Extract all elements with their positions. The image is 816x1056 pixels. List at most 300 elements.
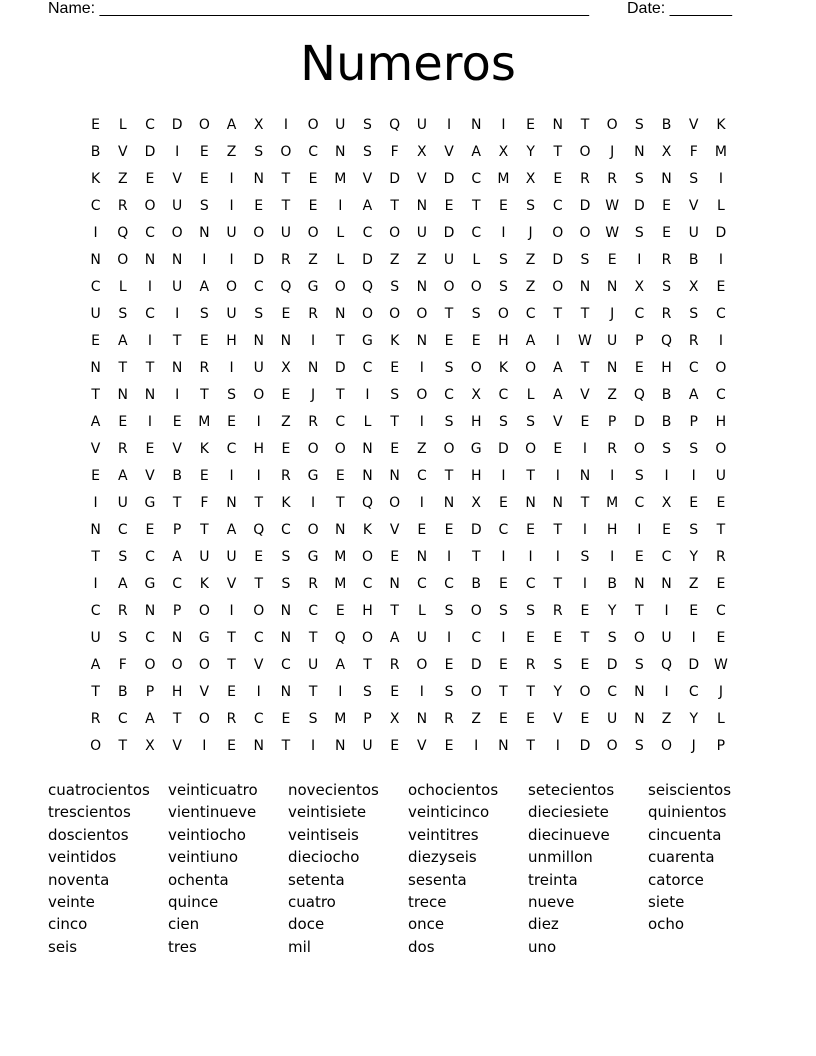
grid-letter[interactable]: L bbox=[363, 414, 372, 430]
grid-letter[interactable]: D bbox=[389, 171, 401, 187]
grid-letter[interactable]: G bbox=[144, 495, 156, 511]
grid-letter[interactable]: O bbox=[470, 603, 482, 619]
grid-letter[interactable]: T bbox=[444, 468, 454, 484]
grid-letter[interactable]: R bbox=[661, 252, 672, 268]
grid-letter[interactable]: N bbox=[634, 576, 645, 592]
grid-letter[interactable]: I bbox=[311, 738, 316, 754]
grid-letter[interactable]: O bbox=[470, 279, 482, 295]
grid-letter[interactable]: C bbox=[634, 306, 645, 322]
grid-letter[interactable]: T bbox=[172, 711, 182, 727]
grid-letter[interactable]: E bbox=[498, 711, 508, 727]
grid-letter[interactable]: I bbox=[664, 684, 669, 700]
grid-letter[interactable]: E bbox=[634, 549, 644, 565]
grid-letter[interactable]: N bbox=[171, 360, 183, 376]
grid-letter[interactable]: N bbox=[443, 495, 455, 511]
grid-letter[interactable]: P bbox=[716, 738, 726, 754]
grid-letter[interactable]: J bbox=[718, 684, 723, 700]
grid-letter[interactable]: C bbox=[90, 603, 101, 619]
grid-letter[interactable]: N bbox=[90, 522, 101, 538]
grid-letter[interactable]: D bbox=[144, 144, 156, 160]
grid-letter[interactable]: U bbox=[90, 630, 101, 646]
grid-letter[interactable]: O bbox=[90, 738, 102, 754]
grid-letter[interactable]: A bbox=[117, 333, 128, 349]
grid-letter[interactable]: T bbox=[363, 657, 372, 673]
grid-letter[interactable]: F bbox=[689, 144, 698, 160]
grid-letter[interactable]: S bbox=[199, 198, 209, 214]
grid-letter[interactable]: T bbox=[499, 684, 508, 700]
grid-letter[interactable]: O bbox=[198, 603, 210, 619]
grid-letter[interactable]: T bbox=[308, 684, 318, 700]
grid-letter[interactable]: D bbox=[334, 360, 346, 376]
grid-letter[interactable]: O bbox=[198, 117, 210, 133]
grid-letter[interactable]: I bbox=[446, 549, 452, 565]
grid-letter[interactable]: Q bbox=[280, 279, 292, 295]
grid-letter[interactable]: N bbox=[525, 495, 536, 511]
grid-letter[interactable]: L bbox=[417, 603, 426, 619]
grid-letter[interactable]: L bbox=[118, 117, 127, 133]
grid-letter[interactable]: H bbox=[362, 603, 373, 619]
grid-letter[interactable]: A bbox=[335, 657, 346, 673]
grid-letter[interactable]: A bbox=[525, 333, 536, 349]
grid-letter[interactable]: O bbox=[552, 225, 564, 241]
grid-letter[interactable]: C bbox=[145, 225, 155, 241]
grid-letter[interactable]: O bbox=[661, 738, 673, 754]
grid-letter[interactable]: E bbox=[227, 414, 236, 430]
grid-letter[interactable]: S bbox=[634, 225, 644, 241]
grid-letter[interactable]: V bbox=[688, 198, 699, 214]
grid-letter[interactable]: X bbox=[688, 279, 699, 295]
grid-letter[interactable]: N bbox=[389, 576, 400, 592]
grid-letter[interactable]: E bbox=[716, 495, 726, 511]
grid-letter[interactable]: I bbox=[664, 603, 669, 619]
grid-letter[interactable]: E bbox=[526, 711, 536, 727]
grid-letter[interactable]: R bbox=[281, 468, 291, 484]
grid-letter[interactable]: I bbox=[256, 468, 261, 484]
grid-letter[interactable]: O bbox=[117, 252, 129, 268]
grid-letter[interactable]: T bbox=[91, 387, 100, 403]
grid-letter[interactable]: N bbox=[253, 171, 264, 187]
grid-letter[interactable]: V bbox=[172, 441, 182, 457]
grid-letter[interactable]: R bbox=[552, 603, 563, 619]
grid-letter[interactable]: N bbox=[362, 468, 373, 484]
grid-letter[interactable]: E bbox=[199, 171, 209, 187]
grid-letter[interactable]: T bbox=[281, 198, 291, 214]
grid-letter[interactable]: I bbox=[718, 333, 723, 349]
grid-letter[interactable]: N bbox=[144, 252, 156, 268]
grid-letter[interactable]: O bbox=[171, 225, 183, 241]
grid-letter[interactable]: O bbox=[416, 306, 428, 322]
grid-letter[interactable]: G bbox=[362, 333, 373, 349]
grid-letter[interactable]: I bbox=[147, 414, 153, 430]
grid-letter[interactable]: B bbox=[607, 576, 617, 592]
grid-letter[interactable]: S bbox=[363, 117, 372, 133]
grid-letter[interactable]: L bbox=[717, 711, 725, 727]
grid-letter[interactable]: T bbox=[553, 576, 563, 592]
grid-letter[interactable]: K bbox=[390, 333, 400, 349]
grid-letter[interactable]: N bbox=[416, 279, 428, 295]
grid-letter[interactable]: N bbox=[362, 441, 373, 457]
grid-letter[interactable]: N bbox=[498, 738, 509, 754]
grid-letter[interactable]: I bbox=[446, 117, 452, 133]
grid-letter[interactable]: N bbox=[416, 198, 428, 214]
grid-letter[interactable]: N bbox=[144, 387, 156, 403]
grid-letter[interactable]: N bbox=[280, 333, 292, 349]
grid-letter[interactable]: U bbox=[607, 333, 618, 349]
grid-letter[interactable]: C bbox=[661, 549, 672, 565]
grid-letter[interactable]: M bbox=[497, 171, 510, 187]
grid-letter[interactable]: S bbox=[444, 603, 454, 619]
grid-letter[interactable]: Z bbox=[525, 279, 536, 295]
grid-letter[interactable]: O bbox=[144, 657, 156, 673]
grid-letter[interactable]: U bbox=[715, 468, 727, 484]
grid-letter[interactable]: T bbox=[281, 171, 291, 187]
grid-letter[interactable]: V bbox=[580, 387, 590, 403]
grid-letter[interactable]: B bbox=[117, 684, 128, 700]
grid-letter[interactable]: M bbox=[334, 576, 347, 592]
grid-letter[interactable]: D bbox=[552, 252, 564, 268]
grid-letter[interactable]: I bbox=[582, 522, 588, 538]
grid-letter[interactable]: U bbox=[335, 117, 346, 133]
grid-letter[interactable]: E bbox=[498, 198, 508, 214]
grid-letter[interactable]: I bbox=[419, 360, 424, 376]
grid-letter[interactable]: C bbox=[145, 117, 155, 133]
grid-letter[interactable]: U bbox=[253, 360, 264, 376]
grid-letter[interactable]: L bbox=[717, 198, 725, 214]
grid-letter[interactable]: R bbox=[308, 306, 318, 322]
grid-letter[interactable]: E bbox=[716, 279, 726, 295]
grid-letter[interactable]: N bbox=[335, 522, 346, 538]
grid-letter[interactable]: L bbox=[472, 252, 481, 268]
grid-letter[interactable]: Q bbox=[253, 522, 265, 538]
grid-letter[interactable]: Z bbox=[661, 711, 672, 727]
grid-letter[interactable]: Y bbox=[526, 144, 535, 160]
grid-letter[interactable]: S bbox=[526, 414, 536, 430]
grid-letter[interactable]: P bbox=[172, 522, 182, 538]
grid-letter[interactable]: D bbox=[470, 522, 482, 538]
grid-letter[interactable]: R bbox=[117, 198, 128, 214]
grid-letter[interactable]: R bbox=[525, 657, 536, 673]
grid-letter[interactable]: O bbox=[389, 495, 401, 511]
grid-letter[interactable]: S bbox=[308, 711, 318, 727]
grid-letter[interactable]: F bbox=[390, 144, 399, 160]
grid-letter[interactable]: S bbox=[390, 279, 400, 295]
grid-letter[interactable]: K bbox=[498, 360, 508, 376]
grid-letter[interactable]: E bbox=[444, 333, 454, 349]
grid-letter[interactable]: U bbox=[117, 495, 128, 511]
grid-letter[interactable]: C bbox=[253, 711, 264, 727]
grid-letter[interactable]: N bbox=[606, 279, 618, 295]
grid-letter[interactable]: S bbox=[281, 549, 291, 565]
grid-letter[interactable]: E bbox=[444, 738, 454, 754]
grid-letter[interactable]: L bbox=[336, 252, 345, 268]
grid-letter[interactable]: L bbox=[336, 225, 345, 241]
grid-letter[interactable]: U bbox=[416, 630, 427, 646]
grid-letter[interactable]: S bbox=[363, 684, 372, 700]
grid-letter[interactable]: D bbox=[579, 198, 591, 214]
grid-letter[interactable]: I bbox=[283, 117, 288, 133]
grid-letter[interactable]: Q bbox=[661, 333, 673, 349]
grid-letter[interactable]: N bbox=[552, 117, 564, 133]
grid-letter[interactable]: N bbox=[634, 144, 645, 160]
grid-letter[interactable]: G bbox=[307, 549, 319, 565]
grid-letter[interactable]: A bbox=[90, 414, 101, 430]
grid-letter[interactable]: P bbox=[363, 711, 372, 727]
grid-letter[interactable]: E bbox=[199, 333, 209, 349]
grid-letter[interactable]: C bbox=[552, 198, 563, 214]
grid-letter[interactable]: T bbox=[526, 684, 535, 700]
grid-letter[interactable]: D bbox=[253, 252, 265, 268]
grid-letter[interactable]: S bbox=[689, 522, 699, 538]
grid-letter[interactable]: D bbox=[579, 738, 591, 754]
grid-letter[interactable]: N bbox=[253, 738, 264, 754]
grid-letter[interactable]: B bbox=[90, 144, 101, 160]
grid-letter[interactable]: A bbox=[172, 549, 182, 565]
grid-letter[interactable]: N bbox=[416, 711, 428, 727]
grid-letter[interactable]: T bbox=[172, 495, 182, 511]
grid-letter[interactable]: X bbox=[417, 144, 427, 160]
grid-letter[interactable]: M bbox=[334, 171, 347, 187]
grid-letter[interactable]: V bbox=[417, 738, 427, 754]
grid-letter[interactable]: E bbox=[308, 198, 318, 214]
grid-letter[interactable]: S bbox=[118, 306, 128, 322]
grid-letter[interactable]: O bbox=[416, 657, 428, 673]
grid-letter[interactable]: I bbox=[501, 549, 506, 565]
grid-letter[interactable]: E bbox=[118, 414, 128, 430]
grid-letter[interactable]: Q bbox=[389, 117, 401, 133]
grid-letter[interactable]: S bbox=[634, 468, 644, 484]
grid-letter[interactable]: D bbox=[470, 657, 482, 673]
grid-letter[interactable]: O bbox=[389, 225, 401, 241]
grid-letter[interactable]: T bbox=[227, 657, 236, 673]
grid-letter[interactable]: S bbox=[363, 144, 372, 160]
grid-letter[interactable]: T bbox=[336, 387, 345, 403]
grid-letter[interactable]: T bbox=[526, 468, 535, 484]
grid-letter[interactable]: C bbox=[444, 576, 454, 592]
grid-letter[interactable]: D bbox=[362, 252, 373, 268]
grid-letter[interactable]: I bbox=[474, 738, 479, 754]
grid-letter[interactable]: I bbox=[637, 522, 642, 538]
grid-letter[interactable]: C bbox=[498, 522, 509, 538]
grid-letter[interactable]: O bbox=[171, 657, 183, 673]
grid-letter[interactable]: T bbox=[580, 306, 590, 322]
grid-letter[interactable]: T bbox=[580, 360, 590, 376]
grid-letter[interactable]: U bbox=[661, 630, 672, 646]
grid-letter[interactable]: O bbox=[334, 441, 346, 457]
grid-letter[interactable]: S bbox=[118, 549, 128, 565]
grid-letter[interactable]: S bbox=[662, 441, 671, 457]
grid-letter[interactable]: C bbox=[688, 684, 699, 700]
grid-letter[interactable]: O bbox=[144, 198, 156, 214]
grid-letter[interactable]: T bbox=[553, 522, 563, 538]
grid-letter[interactable]: W bbox=[605, 225, 620, 241]
grid-letter[interactable]: V bbox=[444, 144, 454, 160]
grid-letter[interactable]: M bbox=[198, 414, 211, 430]
grid-letter[interactable]: Z bbox=[117, 171, 128, 187]
grid-letter[interactable]: N bbox=[199, 225, 210, 241]
grid-letter[interactable]: N bbox=[144, 603, 156, 619]
grid-letter[interactable]: E bbox=[526, 630, 536, 646]
grid-letter[interactable]: E bbox=[145, 441, 155, 457]
grid-letter[interactable]: H bbox=[171, 684, 183, 700]
grid-letter[interactable]: O bbox=[633, 630, 645, 646]
grid-letter[interactable]: X bbox=[471, 387, 482, 403]
grid-letter[interactable]: C bbox=[90, 198, 101, 214]
grid-letter[interactable]: E bbox=[662, 198, 671, 214]
grid-letter[interactable]: W bbox=[713, 657, 728, 673]
grid-letter[interactable]: I bbox=[610, 549, 615, 565]
grid-letter[interactable]: I bbox=[311, 333, 316, 349]
grid-letter[interactable]: C bbox=[253, 630, 264, 646]
grid-letter[interactable]: D bbox=[633, 198, 645, 214]
grid-letter[interactable]: U bbox=[416, 117, 427, 133]
grid-letter[interactable]: F bbox=[118, 657, 127, 673]
grid-letter[interactable]: N bbox=[280, 684, 292, 700]
grid-letter[interactable]: M bbox=[334, 549, 347, 565]
grid-letter[interactable]: E bbox=[390, 360, 400, 376]
grid-letter[interactable]: I bbox=[718, 252, 723, 268]
grid-letter[interactable]: V bbox=[253, 657, 264, 673]
grid-letter[interactable]: O bbox=[470, 684, 482, 700]
grid-letter[interactable]: Q bbox=[661, 657, 673, 673]
grid-letter[interactable]: O bbox=[389, 306, 401, 322]
grid-letter[interactable]: N bbox=[579, 279, 591, 295]
grid-letter[interactable]: C bbox=[145, 306, 155, 322]
grid-letter[interactable]: C bbox=[172, 576, 183, 592]
grid-letter[interactable]: I bbox=[691, 630, 696, 646]
grid-letter[interactable]: V bbox=[362, 171, 373, 187]
grid-letter[interactable]: L bbox=[526, 387, 535, 403]
grid-letter[interactable]: I bbox=[555, 549, 560, 565]
grid-letter[interactable]: E bbox=[444, 198, 454, 214]
grid-letter[interactable]: S bbox=[444, 414, 454, 430]
grid-letter[interactable]: I bbox=[229, 198, 234, 214]
grid-letter[interactable]: C bbox=[416, 468, 427, 484]
grid-letter[interactable]: M bbox=[606, 495, 619, 511]
grid-letter[interactable]: O bbox=[307, 117, 319, 133]
grid-letter[interactable]: V bbox=[117, 144, 128, 160]
grid-letter[interactable]: A bbox=[226, 522, 237, 538]
grid-letter[interactable]: N bbox=[280, 603, 292, 619]
grid-letter[interactable]: O bbox=[361, 306, 373, 322]
grid-letter[interactable]: I bbox=[582, 576, 588, 592]
grid-letter[interactable]: X bbox=[661, 144, 672, 160]
grid-letter[interactable]: O bbox=[525, 441, 537, 457]
grid-letter[interactable]: C bbox=[335, 414, 346, 430]
grid-letter[interactable]: G bbox=[470, 441, 482, 457]
grid-letter[interactable]: I bbox=[610, 468, 615, 484]
grid-letter[interactable]: S bbox=[580, 549, 590, 565]
grid-letter[interactable]: I bbox=[229, 171, 234, 187]
grid-letter[interactable]: C bbox=[525, 306, 536, 322]
grid-letter[interactable]: T bbox=[390, 414, 399, 430]
grid-letter[interactable]: K bbox=[362, 522, 373, 538]
grid-letter[interactable]: Y bbox=[689, 711, 698, 727]
grid-letter[interactable]: I bbox=[501, 468, 506, 484]
grid-letter[interactable]: E bbox=[553, 441, 563, 457]
grid-letter[interactable]: T bbox=[580, 117, 590, 133]
grid-letter[interactable]: C bbox=[471, 225, 482, 241]
grid-letter[interactable]: O bbox=[606, 117, 618, 133]
grid-letter[interactable]: T bbox=[91, 549, 100, 565]
grid-letter[interactable]: V bbox=[172, 171, 182, 187]
grid-letter[interactable]: N bbox=[552, 495, 564, 511]
grid-letter[interactable]: N bbox=[171, 630, 183, 646]
grid-letter[interactable]: Z bbox=[688, 576, 699, 592]
grid-letter[interactable]: C bbox=[362, 225, 373, 241]
grid-letter[interactable]: E bbox=[91, 468, 101, 484]
grid-letter[interactable]: E bbox=[199, 468, 209, 484]
grid-letter[interactable]: I bbox=[365, 387, 370, 403]
grid-letter[interactable]: X bbox=[525, 171, 536, 187]
grid-letter[interactable]: N bbox=[90, 252, 101, 268]
grid-letter[interactable]: O bbox=[579, 144, 591, 160]
grid-letter[interactable]: N bbox=[661, 171, 672, 187]
grid-letter[interactable]: O bbox=[307, 522, 319, 538]
grid-letter[interactable]: S bbox=[444, 684, 454, 700]
grid-letter[interactable]: I bbox=[582, 441, 588, 457]
grid-letter[interactable]: O bbox=[579, 684, 591, 700]
grid-letter[interactable]: E bbox=[444, 657, 454, 673]
grid-letter[interactable]: I bbox=[501, 630, 506, 646]
grid-letter[interactable]: T bbox=[200, 522, 209, 538]
grid-letter[interactable]: B bbox=[661, 387, 672, 403]
grid-letter[interactable]: A bbox=[199, 279, 210, 295]
grid-letter[interactable]: O bbox=[307, 441, 319, 457]
grid-letter[interactable]: Y bbox=[553, 684, 563, 700]
grid-letter[interactable]: O bbox=[198, 711, 210, 727]
grid-letter[interactable]: C bbox=[253, 279, 264, 295]
grid-letter[interactable]: C bbox=[145, 630, 155, 646]
grid-letter[interactable]: B bbox=[471, 576, 482, 592]
grid-letter[interactable]: Q bbox=[633, 387, 645, 403]
grid-letter[interactable]: U bbox=[280, 225, 292, 241]
grid-letter[interactable]: I bbox=[338, 684, 343, 700]
grid-letter[interactable]: C bbox=[498, 387, 509, 403]
grid-letter[interactable]: N bbox=[253, 333, 264, 349]
grid-letter[interactable]: I bbox=[93, 576, 98, 592]
grid-letter[interactable]: I bbox=[501, 117, 506, 133]
grid-letter[interactable]: R bbox=[688, 333, 699, 349]
grid-letter[interactable]: I bbox=[311, 495, 316, 511]
grid-letter[interactable]: O bbox=[443, 279, 455, 295]
grid-letter[interactable]: D bbox=[633, 414, 645, 430]
grid-letter[interactable]: O bbox=[416, 387, 428, 403]
grid-letter[interactable]: R bbox=[281, 252, 291, 268]
grid-letter[interactable]: K bbox=[716, 117, 726, 133]
grid-letter[interactable]: O bbox=[307, 225, 319, 241]
grid-letter[interactable]: Y bbox=[689, 549, 698, 565]
grid-letter[interactable]: O bbox=[361, 549, 373, 565]
grid-letter[interactable]: D bbox=[715, 225, 727, 241]
grid-letter[interactable]: E bbox=[145, 522, 155, 538]
grid-letter[interactable]: T bbox=[526, 738, 535, 754]
grid-letter[interactable]: S bbox=[254, 144, 264, 160]
grid-letter[interactable]: E bbox=[390, 441, 400, 457]
grid-letter[interactable]: T bbox=[336, 495, 345, 511]
grid-letter[interactable]: T bbox=[145, 360, 155, 376]
grid-letter[interactable]: T bbox=[390, 198, 399, 214]
grid-letter[interactable]: E bbox=[689, 603, 699, 619]
grid-letter[interactable]: V bbox=[199, 684, 210, 700]
grid-letter[interactable]: E bbox=[91, 333, 101, 349]
grid-letter[interactable]: S bbox=[471, 306, 481, 322]
grid-letter[interactable]: T bbox=[254, 495, 263, 511]
grid-letter[interactable]: U bbox=[362, 738, 373, 754]
grid-letter[interactable]: P bbox=[689, 414, 698, 430]
grid-letter[interactable]: I bbox=[419, 495, 424, 511]
grid-letter[interactable]: C bbox=[308, 603, 318, 619]
grid-letter[interactable]: I bbox=[175, 387, 180, 403]
